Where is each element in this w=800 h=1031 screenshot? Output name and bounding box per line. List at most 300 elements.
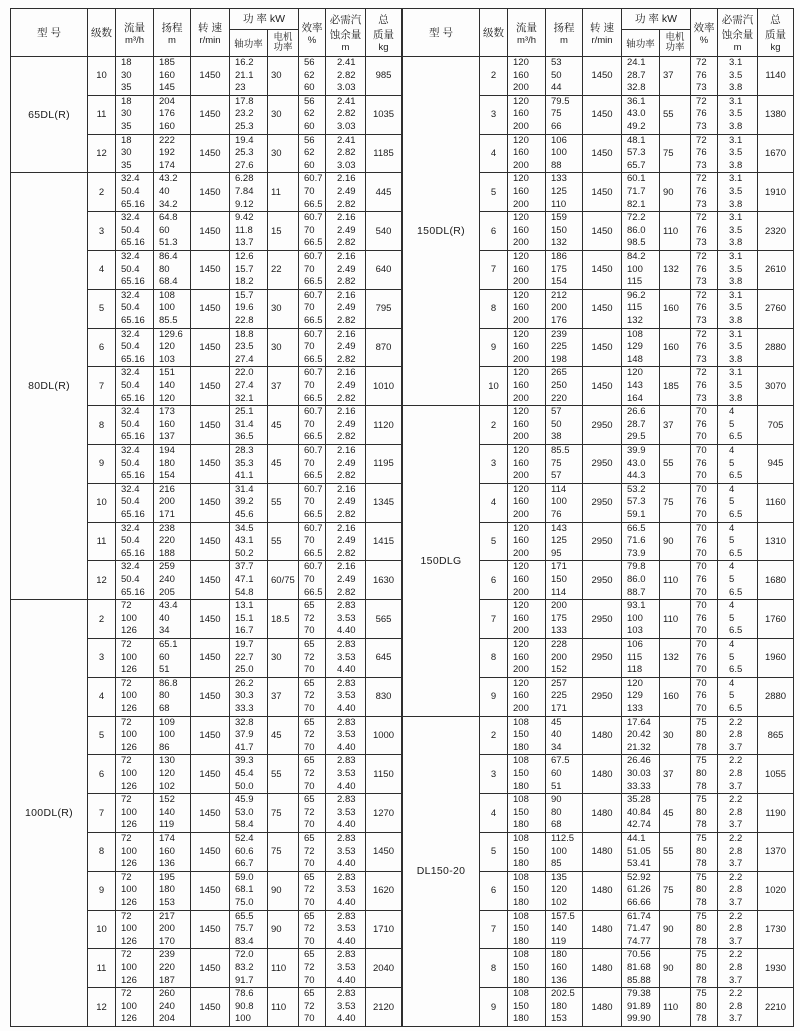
efficiency-values: 70 76 70 <box>691 522 718 561</box>
speed-value: 1450 <box>583 367 622 406</box>
power-label: 功 率 kW <box>622 9 690 30</box>
speed-label: 转 速 <box>198 21 222 34</box>
efficiency-values: 72 76 73 <box>691 328 718 367</box>
speed-value: 1450 <box>583 289 622 328</box>
shaft-power-values: 66.5 71.6 73.9 <box>622 522 660 561</box>
motor-power-value: 55 <box>268 755 299 794</box>
shaft-power-values: 65.5 75.7 83.4 <box>230 910 268 949</box>
stage-count: 8 <box>480 289 508 328</box>
flow-values: 120 160 200 <box>508 250 546 289</box>
efficiency-values: 75 80 78 <box>691 988 718 1027</box>
motor-power-value: 75 <box>268 832 299 871</box>
stage-count: 4 <box>88 250 116 289</box>
shaft-power-values: 22.0 27.4 32.1 <box>230 367 268 406</box>
stage-count: 7 <box>88 367 116 406</box>
npsh-values: 2.83 3.53 4.40 <box>326 716 366 755</box>
head-values: 217 200 170 <box>154 910 191 949</box>
mass-value: 2320 <box>758 212 794 251</box>
speed-label: 转 速 <box>590 21 614 34</box>
motor-power-value: 22 <box>268 250 299 289</box>
npsh-values: 3.1 3.5 3.8 <box>718 289 758 328</box>
stage-count: 3 <box>480 95 508 134</box>
motor-power-label-l2: 功率 <box>273 42 293 53</box>
flow-values: 120 160 200 <box>508 289 546 328</box>
efficiency-values: 70 76 70 <box>691 483 718 522</box>
efficiency-values: 72 76 73 <box>691 212 718 251</box>
efficiency-values: 60.7 70 66.5 <box>299 406 326 445</box>
col-header-flow <box>116 9 154 57</box>
mass-value: 705 <box>758 406 794 445</box>
spec-row <box>403 406 794 445</box>
table-header-row <box>11 9 402 57</box>
mass-value: 2210 <box>758 988 794 1027</box>
stage-count: 5 <box>480 522 508 561</box>
flow-values: 120 160 200 <box>508 95 546 134</box>
shaft-power-values: 34.5 43.1 50.2 <box>230 522 268 561</box>
head-values: 112.5 100 85 <box>546 832 583 871</box>
motor-power-label-l1: 电机 <box>273 31 293 43</box>
mass-label-l2: 质量 <box>373 29 395 41</box>
flow-values: 72 100 126 <box>116 832 154 871</box>
efficiency-values: 75 80 78 <box>691 716 718 755</box>
stage-count: 5 <box>480 832 508 871</box>
npsh-values: 2.16 2.49 2.82 <box>326 522 366 561</box>
motor-power-value: 90 <box>660 522 691 561</box>
shaft-power-values: 45.9 53.0 58.4 <box>230 794 268 833</box>
stage-count: 6 <box>88 328 116 367</box>
motor-power-value: 37 <box>660 406 691 445</box>
shaft-power-values: 36.1 43.0 49.2 <box>622 95 660 134</box>
stage-count: 3 <box>88 212 116 251</box>
flow-values: 72 100 126 <box>116 871 154 910</box>
head-values: 108 100 85.5 <box>154 289 191 328</box>
motor-power-value: 90 <box>660 173 691 212</box>
stage-count: 9 <box>88 444 116 483</box>
mass-value: 1195 <box>366 444 402 483</box>
npsh-values: 4 5 6.5 <box>718 444 758 483</box>
motor-power-value: 45 <box>268 406 299 445</box>
head-values: 228 200 152 <box>546 638 583 677</box>
flow-values: 120 160 200 <box>508 677 546 716</box>
shaft-power-values: 108 129 148 <box>622 328 660 367</box>
speed-value: 2950 <box>583 483 622 522</box>
flow-values: 72 100 126 <box>116 988 154 1027</box>
speed-unit: r/min <box>591 34 613 46</box>
spec-row <box>11 57 402 96</box>
stage-count: 10 <box>88 910 116 949</box>
head-values: 85.5 75 57 <box>546 444 583 483</box>
motor-power-value: 55 <box>268 522 299 561</box>
shaft-power-values: 53.2 57.3 59.1 <box>622 483 660 522</box>
flow-values: 72 100 126 <box>116 910 154 949</box>
model-name: DL150-20 <box>403 716 480 1026</box>
head-values: 43.4 40 34 <box>154 600 191 639</box>
shaft-power-values: 72.0 83.2 91.7 <box>230 949 268 988</box>
efficiency-values: 65 72 70 <box>299 832 326 871</box>
stage-count: 3 <box>480 755 508 794</box>
shaft-power-values: 72.2 86.0 98.5 <box>622 212 660 251</box>
head-label: 扬程 <box>161 21 183 34</box>
flow-values: 32.4 50.4 65.16 <box>116 561 154 600</box>
flow-values: 18 30 35 <box>116 57 154 96</box>
motor-power-value: 90 <box>268 910 299 949</box>
mass-value: 1150 <box>366 755 402 794</box>
motor-power-value: 45 <box>660 794 691 833</box>
speed-value: 1450 <box>191 794 230 833</box>
efficiency-values: 60.7 70 66.5 <box>299 483 326 522</box>
head-values: 260 240 204 <box>154 988 191 1027</box>
speed-value: 2950 <box>583 522 622 561</box>
speed-value: 1450 <box>583 95 622 134</box>
npsh-values: 2.83 3.53 4.40 <box>326 638 366 677</box>
head-values: 65.1 60 51 <box>154 638 191 677</box>
npsh-values: 4 5 6.5 <box>718 600 758 639</box>
mass-value: 1910 <box>758 173 794 212</box>
npsh-values: 3.1 3.5 3.8 <box>718 57 758 96</box>
col-header-npsh <box>718 9 758 57</box>
col-header-stages: 级数 <box>480 9 508 57</box>
flow-values: 108 150 180 <box>508 949 546 988</box>
flow-values: 108 150 180 <box>508 988 546 1027</box>
npsh-values: 2.2 2.8 3.7 <box>718 755 758 794</box>
stage-count: 11 <box>88 949 116 988</box>
efficiency-values: 60.7 70 66.5 <box>299 561 326 600</box>
head-values: 259 240 205 <box>154 561 191 600</box>
npsh-values: 3.1 3.5 3.8 <box>718 134 758 173</box>
npsh-values: 4 5 6.5 <box>718 522 758 561</box>
stage-count: 11 <box>88 522 116 561</box>
shaft-power-values: 16.2 21.1 23 <box>230 57 268 96</box>
shaft-power-values: 106 115 118 <box>622 638 660 677</box>
motor-power-value: 160 <box>660 328 691 367</box>
motor-power-label <box>660 30 690 56</box>
motor-power-value: 11 <box>268 173 299 212</box>
motor-power-value: 30 <box>268 57 299 96</box>
efficiency-values: 75 80 78 <box>691 871 718 910</box>
npsh-values: 4 5 6.5 <box>718 561 758 600</box>
efficiency-values: 72 76 73 <box>691 57 718 96</box>
npsh-values: 2.2 2.8 3.7 <box>718 716 758 755</box>
shaft-power-values: 19.7 22.7 25.0 <box>230 638 268 677</box>
efficiency-values: 65 72 70 <box>299 988 326 1027</box>
speed-value: 2950 <box>583 638 622 677</box>
mass-value: 1020 <box>758 871 794 910</box>
shaft-power-values: 24.1 28.7 32.8 <box>622 57 660 96</box>
stage-count: 4 <box>480 134 508 173</box>
motor-power-value: 90 <box>660 949 691 988</box>
efficiency-values: 60.7 70 66.5 <box>299 444 326 483</box>
speed-value: 1450 <box>583 328 622 367</box>
stage-count: 10 <box>88 483 116 522</box>
efficiency-values: 72 76 73 <box>691 134 718 173</box>
model-name: 80DL(R) <box>11 173 88 600</box>
efficiency-values: 65 72 70 <box>299 871 326 910</box>
flow-values: 108 150 180 <box>508 794 546 833</box>
npsh-values: 2.16 2.49 2.82 <box>326 444 366 483</box>
head-values: 202.5 180 153 <box>546 988 583 1027</box>
efficiency-values: 65 72 70 <box>299 600 326 639</box>
motor-power-value: 75 <box>660 871 691 910</box>
flow-values: 108 150 180 <box>508 716 546 755</box>
head-values: 216 200 171 <box>154 483 191 522</box>
head-values: 186 175 154 <box>546 250 583 289</box>
stage-count: 7 <box>88 794 116 833</box>
mass-value: 1185 <box>366 134 402 173</box>
col-header-power <box>230 9 299 57</box>
shaft-power-values: 96.2 115 132 <box>622 289 660 328</box>
col-header-speed <box>191 9 230 57</box>
mass-value: 3070 <box>758 367 794 406</box>
efficiency-values: 60.7 70 66.5 <box>299 250 326 289</box>
flow-label: 流量 <box>516 21 538 34</box>
head-values: 194 180 154 <box>154 444 191 483</box>
flow-values: 32.4 50.4 65.16 <box>116 367 154 406</box>
mass-value: 1370 <box>758 832 794 871</box>
speed-value: 1450 <box>191 289 230 328</box>
efficiency-values: 65 72 70 <box>299 949 326 988</box>
mass-unit: kg <box>378 42 389 53</box>
stage-count: 7 <box>480 250 508 289</box>
shaft-power-values: 52.4 60.6 66.7 <box>230 832 268 871</box>
spec-row <box>403 716 794 755</box>
mass-value: 1010 <box>366 367 402 406</box>
mass-value: 985 <box>366 57 402 96</box>
col-header-efficiency <box>299 9 326 57</box>
speed-value: 1480 <box>583 832 622 871</box>
efficiency-values: 60.7 70 66.5 <box>299 328 326 367</box>
motor-power-value: 55 <box>660 95 691 134</box>
efficiency-values: 70 76 70 <box>691 677 718 716</box>
col-header-model: 型 号 <box>403 9 480 57</box>
speed-unit: r/min <box>199 34 221 46</box>
shaft-power-values: 15.7 19.6 22.8 <box>230 289 268 328</box>
mass-value: 830 <box>366 677 402 716</box>
motor-power-value: 110 <box>660 561 691 600</box>
mass-value: 1930 <box>758 949 794 988</box>
speed-value: 1450 <box>191 406 230 445</box>
motor-power-value: 75 <box>660 134 691 173</box>
mass-value: 1450 <box>366 832 402 871</box>
mass-value: 565 <box>366 600 402 639</box>
stage-count: 11 <box>88 95 116 134</box>
mass-value: 1710 <box>366 910 402 949</box>
shaft-power-values: 78.6 90.8 100 <box>230 988 268 1027</box>
mass-value: 1000 <box>366 716 402 755</box>
shaft-power-values: 44.1 51.05 53.41 <box>622 832 660 871</box>
mass-value: 645 <box>366 638 402 677</box>
shaft-power-values: 25.1 31.4 36.5 <box>230 406 268 445</box>
motor-power-value: 90 <box>268 871 299 910</box>
flow-values: 108 150 180 <box>508 871 546 910</box>
npsh-values: 2.83 3.53 4.40 <box>326 677 366 716</box>
head-values: 143 125 95 <box>546 522 583 561</box>
flow-values: 32.4 50.4 65.16 <box>116 212 154 251</box>
table-header-row <box>403 9 794 57</box>
shaft-power-values: 61.74 71.47 74.77 <box>622 910 660 949</box>
head-values: 212 200 176 <box>546 289 583 328</box>
head-values: 174 160 136 <box>154 832 191 871</box>
flow-values: 72 100 126 <box>116 794 154 833</box>
flow-values: 120 160 200 <box>508 522 546 561</box>
head-values: 109 100 86 <box>154 716 191 755</box>
motor-power-label <box>268 30 298 56</box>
speed-value: 1450 <box>191 988 230 1027</box>
shaft-power-values: 17.8 23.2 25.3 <box>230 95 268 134</box>
head-values: 151 140 120 <box>154 367 191 406</box>
npsh-values: 2.83 3.53 4.40 <box>326 871 366 910</box>
motor-power-value: 110 <box>268 949 299 988</box>
efficiency-values: 72 76 73 <box>691 173 718 212</box>
col-header-head <box>546 9 583 57</box>
head-values: 180 160 136 <box>546 949 583 988</box>
speed-value: 1450 <box>191 871 230 910</box>
shaft-power-values: 37.7 47.1 54.8 <box>230 561 268 600</box>
shaft-power-values: 79.8 86.0 88.7 <box>622 561 660 600</box>
efficiency-values: 70 76 70 <box>691 444 718 483</box>
npsh-values: 2.16 2.49 2.82 <box>326 328 366 367</box>
speed-value: 1450 <box>191 328 230 367</box>
motor-power-value: 160 <box>660 289 691 328</box>
col-header-flow <box>508 9 546 57</box>
speed-value: 1480 <box>583 794 622 833</box>
model-name: 150DL(R) <box>403 57 480 406</box>
flow-values: 32.4 50.4 65.16 <box>116 483 154 522</box>
head-values: 185 160 145 <box>154 57 191 96</box>
speed-value: 1450 <box>583 57 622 96</box>
col-header-mass <box>366 9 402 57</box>
flow-values: 18 30 35 <box>116 95 154 134</box>
efficiency-values: 72 76 73 <box>691 367 718 406</box>
stage-count: 3 <box>88 638 116 677</box>
flow-values: 72 100 126 <box>116 600 154 639</box>
speed-value: 1450 <box>583 212 622 251</box>
stage-count: 2 <box>480 716 508 755</box>
shaft-power-values: 70.56 81.68 85.88 <box>622 949 660 988</box>
npsh-values: 2.2 2.8 3.7 <box>718 794 758 833</box>
flow-unit: m³/h <box>125 34 144 46</box>
speed-value: 1450 <box>191 600 230 639</box>
mass-label-l1: 总 <box>378 14 389 26</box>
head-values: 171 150 114 <box>546 561 583 600</box>
mass-value: 1310 <box>758 522 794 561</box>
head-values: 265 250 220 <box>546 367 583 406</box>
stage-count: 5 <box>88 289 116 328</box>
npsh-values: 3.1 3.5 3.8 <box>718 173 758 212</box>
mass-value: 1270 <box>366 794 402 833</box>
efficiency-values: 75 80 78 <box>691 794 718 833</box>
mass-unit: kg <box>770 42 781 53</box>
npsh-values: 2.83 3.53 4.40 <box>326 794 366 833</box>
efficiency-values: 75 80 78 <box>691 755 718 794</box>
shaft-power-values: 79.38 91.89 99.90 <box>622 988 660 1027</box>
mass-value: 1035 <box>366 95 402 134</box>
motor-power-value: 30 <box>268 638 299 677</box>
head-values: 90 80 68 <box>546 794 583 833</box>
flow-values: 72 100 126 <box>116 677 154 716</box>
motor-power-value: 37 <box>268 367 299 406</box>
stage-count: 2 <box>480 57 508 96</box>
efficiency-values: 70 76 70 <box>691 638 718 677</box>
speed-value: 1450 <box>191 716 230 755</box>
stage-count: 4 <box>88 677 116 716</box>
stage-count: 5 <box>88 716 116 755</box>
mass-value: 445 <box>366 173 402 212</box>
npsh-values: 2.41 2.82 3.03 <box>326 57 366 96</box>
speed-value: 1480 <box>583 949 622 988</box>
shaft-power-values: 35.28 40.84 42.74 <box>622 794 660 833</box>
stage-count: 6 <box>480 871 508 910</box>
mass-value: 1140 <box>758 57 794 96</box>
col-header-model: 型 号 <box>11 9 88 57</box>
head-values: 238 220 188 <box>154 522 191 561</box>
npsh-values: 2.16 2.49 2.82 <box>326 561 366 600</box>
motor-power-value: 30 <box>268 328 299 367</box>
efficiency-values: 60.7 70 66.5 <box>299 173 326 212</box>
head-values: 57 50 38 <box>546 406 583 445</box>
efficiency-values: 70 76 70 <box>691 561 718 600</box>
npsh-values: 2.83 3.53 4.40 <box>326 755 366 794</box>
stage-count: 8 <box>88 832 116 871</box>
shaft-power-values: 17.64 20.42 21.32 <box>622 716 660 755</box>
flow-values: 32.4 50.4 65.16 <box>116 444 154 483</box>
head-values: 157.5 140 119 <box>546 910 583 949</box>
mass-label-l2: 质量 <box>765 29 787 41</box>
motor-power-value: 75 <box>268 794 299 833</box>
head-values: 135 120 102 <box>546 871 583 910</box>
motor-power-value: 30 <box>268 95 299 134</box>
flow-values: 120 160 200 <box>508 406 546 445</box>
motor-power-value: 110 <box>268 988 299 1027</box>
shaft-power-values: 52.92 61.26 66.66 <box>622 871 660 910</box>
npsh-unit: m <box>341 42 350 53</box>
speed-value: 1480 <box>583 871 622 910</box>
motor-power-value: 110 <box>660 988 691 1027</box>
stage-count: 8 <box>480 949 508 988</box>
motor-power-value: 18.5 <box>268 600 299 639</box>
motor-power-value: 30 <box>660 716 691 755</box>
head-values: 239 225 198 <box>546 328 583 367</box>
npsh-values: 2.2 2.8 3.7 <box>718 832 758 871</box>
motor-power-value: 55 <box>660 832 691 871</box>
npsh-values: 2.16 2.49 2.82 <box>326 367 366 406</box>
shaft-power-values: 93.1 100 103 <box>622 600 660 639</box>
flow-values: 120 160 200 <box>508 328 546 367</box>
pump-spec-table-right <box>402 8 794 1027</box>
npsh-values: 4 5 6.5 <box>718 677 758 716</box>
motor-power-value: 37 <box>660 57 691 96</box>
col-header-head <box>154 9 191 57</box>
efficiency-values: 65 72 70 <box>299 638 326 677</box>
head-values: 257 225 171 <box>546 677 583 716</box>
head-values: 222 192 174 <box>154 134 191 173</box>
motor-power-value: 185 <box>660 367 691 406</box>
shaft-power-values: 32.8 37.9 41.7 <box>230 716 268 755</box>
efficiency-values: 75 80 78 <box>691 949 718 988</box>
mass-value: 2880 <box>758 328 794 367</box>
mass-value: 640 <box>366 250 402 289</box>
speed-value: 1450 <box>583 250 622 289</box>
speed-value: 1450 <box>583 173 622 212</box>
mass-value: 2760 <box>758 289 794 328</box>
stage-count: 12 <box>88 561 116 600</box>
npsh-values: 4 5 6.5 <box>718 406 758 445</box>
head-values: 200 175 133 <box>546 600 583 639</box>
mass-value: 945 <box>758 444 794 483</box>
mass-value: 865 <box>758 716 794 755</box>
npsh-values: 2.16 2.49 2.82 <box>326 289 366 328</box>
model-name: 150DLG <box>403 406 480 716</box>
stage-count: 7 <box>480 910 508 949</box>
